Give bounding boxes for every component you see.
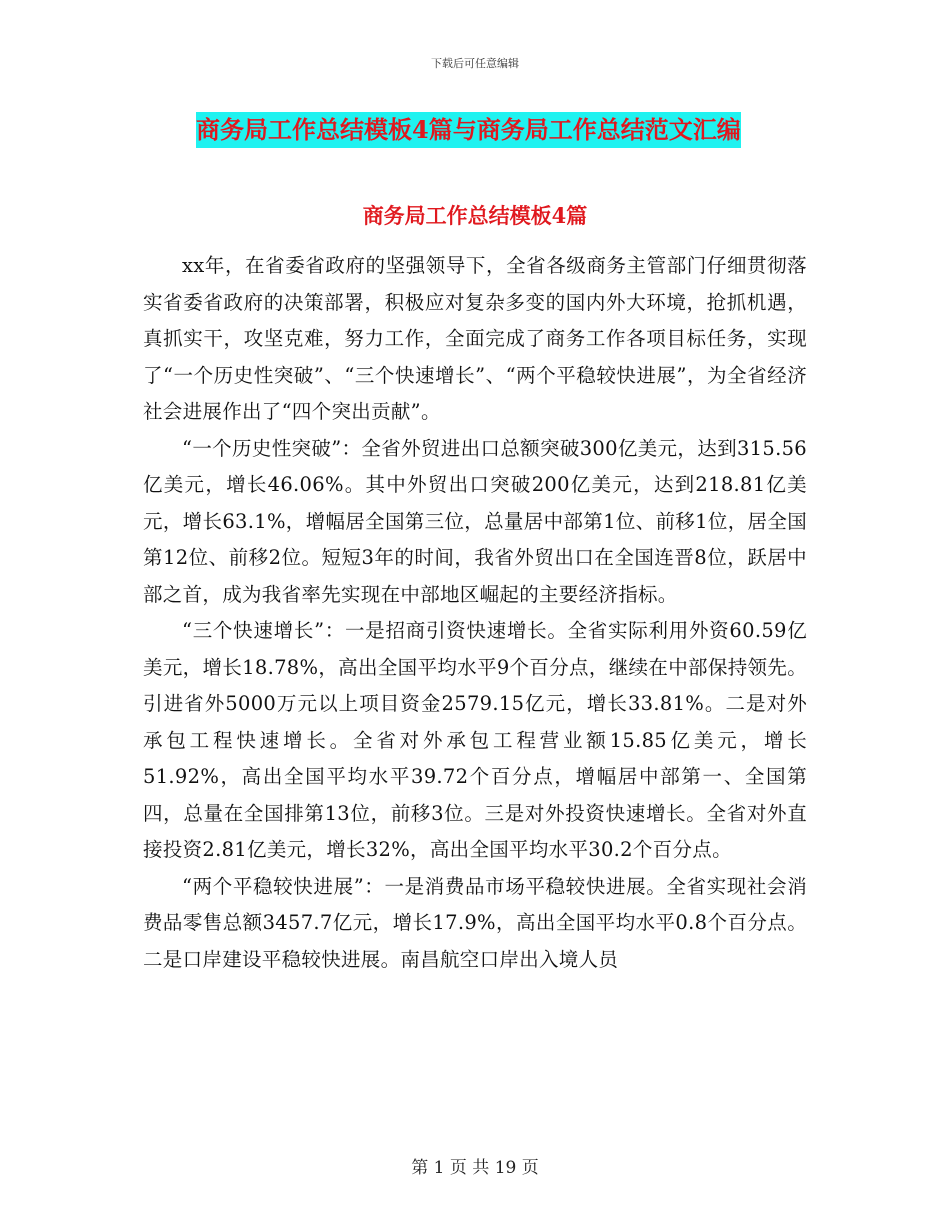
paragraph-steady-progress: “两个平稳较快进展”：一是消费品市场平稳较快进展。全省实现社会消费品零售总额3457.7亿元，增长17.9%，高出全国平均水平0.8个百分点。二是口岸建设平稳较快进展。南昌航空口岸出入境人员 — [143, 874, 807, 971]
page-header-note: 下载后可任意编辑 — [431, 57, 519, 70]
document-title: 商务局工作总结模板4篇与商务局工作总结范文汇编 — [196, 112, 741, 148]
document-body — [143, 248, 807, 978]
paragraph-breakthrough: “一个历史性突破”：全省外贸进出口总额突破300亿美元，达到315.56亿美元，增长46.06%。其中外贸出口突破200亿美元，达到218.81亿美元，增长63.1%，增幅居全国第三位，总量居中部第1位、前移1位，居全国第12位、前移2位。短短3年的时间，我省外贸出口在全国连晋8位，跃居中部之首，成为我省率先实现在中部地区崛起的主要经济指标。 — [143, 436, 807, 606]
paragraph-intro: xx年，在省委省政府的坚强领导下，全省各级商务主管部门仔细贯彻落实省委省政府的决策部署，积极应对复杂多变的国内外大环境，抢抓机遇，真抓实干，攻坚克难，努力工作，全面完成了商务工作各项目标任务，实现了“一个历史性突破”、“三个快速增长”、“两个平稳较快进展”，为全省经济社会进展作出了“四个突出贡献”。 — [143, 254, 807, 423]
section-title: 商务局工作总结模板4篇 — [362, 203, 588, 228]
page-number-footer: 第 1 页 共 19 页 — [411, 1158, 539, 1178]
paragraph-rapid-growth: “三个快速增长”：一是招商引资快速增长。全省实际利用外资60.59亿美元，增长18.78%，高出全国平均水平9个百分点，继续在中部保持领先。引进省外5000万元以上项目资金2579.15亿元，增长33.81%。二是对外承包工程快速增长。全省对外承包工程营业额15.85亿美元，增长51.92%，高出全国平均水平39.72个百分点，增幅居中部第一、全国第四，总量在全国排第13位，前移3位。三是对外投资快速增长。全省对外直接投资2.81亿美元，增长32%，高出全国平均水平30.2个百分点。 — [143, 619, 807, 861]
